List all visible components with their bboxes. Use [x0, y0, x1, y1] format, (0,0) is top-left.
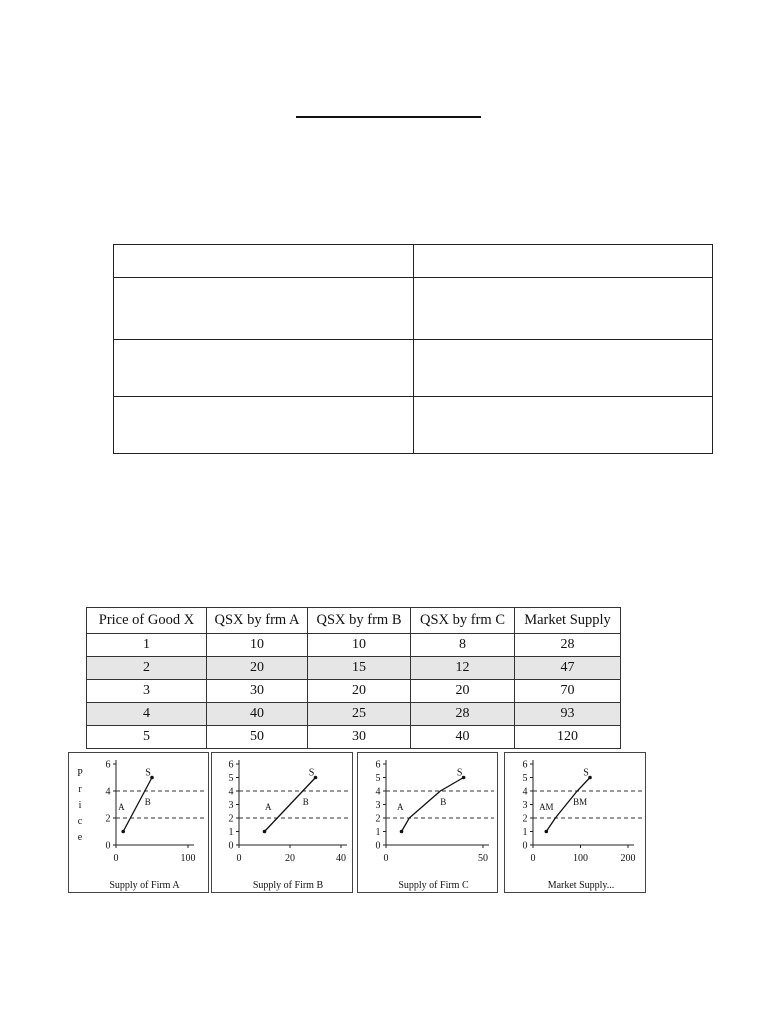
y-tick-label: 6: [522, 759, 528, 771]
curve-point: [121, 830, 125, 834]
y-tick-label: 0: [228, 840, 234, 852]
table-row: [87, 680, 621, 703]
cell-firm-a: 10: [207, 634, 308, 657]
title-underline: [296, 116, 481, 118]
cell-price: 1: [87, 634, 207, 657]
point-label: BM: [573, 797, 588, 807]
y-axis-label-letter: r: [78, 784, 82, 795]
y-tick-label: 0: [105, 840, 111, 852]
point-label: B: [144, 797, 151, 807]
cell-firm-a: 20: [207, 657, 308, 680]
blank-cell[interactable]: [114, 340, 414, 397]
blank-cell[interactable]: [413, 340, 713, 397]
table-row: [87, 634, 621, 657]
cell-firm-c: 40: [411, 726, 515, 749]
cell-firm-b: 15: [308, 657, 411, 680]
y-tick-label: 4: [105, 786, 111, 798]
cell-market: 70: [515, 680, 621, 703]
x-tick-label: 200: [620, 853, 636, 864]
curve-point: [400, 830, 404, 834]
cell-market: 28: [515, 634, 621, 657]
y-tick-label: 3: [228, 800, 234, 811]
x-axis-caption: Supply of Firm C: [398, 880, 469, 891]
y-tick-label: 1: [228, 827, 234, 838]
table-row: [87, 657, 621, 680]
cell-firm-b: 30: [308, 726, 411, 749]
supply-curve-label: S: [456, 767, 463, 779]
table-header-row: [87, 608, 621, 634]
point-label: A: [397, 802, 404, 812]
point-label: A: [118, 802, 125, 812]
header-firm-a: QSX by frm A: [207, 608, 308, 634]
supply-graphs-panel: [68, 752, 646, 893]
y-tick-label: 6: [105, 759, 111, 771]
header-firm-b: QSX by frm B: [308, 608, 411, 634]
cell-market: 120: [515, 726, 621, 749]
y-tick-label: 4: [228, 786, 234, 798]
y-tick-label: 4: [375, 786, 381, 798]
cell-price: 2: [87, 657, 207, 680]
x-axis-caption: Supply of Firm A: [109, 880, 180, 891]
x-tick-label: 0: [530, 853, 536, 864]
x-tick-label: 50: [478, 853, 488, 864]
cell-firm-a: 50: [207, 726, 308, 749]
blank-cell[interactable]: [114, 278, 414, 340]
x-axis-caption: Supply of Firm B: [252, 880, 324, 891]
point-label: B: [302, 797, 309, 807]
blank-cell[interactable]: [413, 397, 713, 454]
blank-cell[interactable]: [114, 397, 414, 454]
curve-point: [263, 830, 267, 834]
y-tick-label: 0: [522, 840, 528, 852]
supply-schedule-table: [86, 607, 621, 749]
graph-frame: [69, 753, 209, 893]
cell-firm-c: 12: [411, 657, 515, 680]
x-tick-label: 100: [180, 853, 196, 864]
y-tick-label: 6: [228, 759, 234, 771]
cell-price: 4: [87, 703, 207, 726]
header-firm-c: QSX by frm C: [411, 608, 515, 634]
supply-curve: [402, 778, 464, 832]
y-axis-label-letter: P: [77, 768, 83, 779]
y-tick-label: 1: [522, 827, 528, 838]
cell-firm-a: 40: [207, 703, 308, 726]
point-label: AM: [539, 802, 554, 812]
point-label: A: [265, 802, 272, 812]
header-market: Market Supply: [515, 608, 621, 634]
x-tick-label: 0: [236, 853, 242, 864]
y-tick-label: 2: [522, 813, 528, 825]
cell-price: 5: [87, 726, 207, 749]
y-tick-label: 4: [522, 786, 528, 798]
y-tick-label: 1: [375, 827, 381, 838]
cell-firm-b: 25: [308, 703, 411, 726]
y-axis-label-letter: c: [77, 816, 83, 827]
blank-cell[interactable]: [413, 278, 713, 340]
cell-firm-b: 20: [308, 680, 411, 703]
y-tick-label: 5: [228, 773, 234, 784]
y-tick-label: 6: [375, 759, 381, 771]
x-axis-caption: Market Supply...: [547, 880, 615, 891]
x-tick-label: 40: [336, 853, 346, 864]
x-tick-label: 0: [113, 853, 119, 864]
x-tick-label: 20: [285, 853, 295, 864]
header-price: Price of Good X: [87, 608, 207, 634]
point-label: B: [440, 797, 447, 807]
blank-cell[interactable]: [413, 245, 713, 278]
supply-curve-label: S: [308, 767, 315, 779]
curve-point: [545, 830, 549, 834]
y-tick-label: 5: [375, 773, 381, 784]
x-tick-label: 100: [573, 853, 588, 864]
cell-firm-c: 20: [411, 680, 515, 703]
blank-cell[interactable]: [114, 245, 414, 278]
y-tick-label: 3: [375, 800, 381, 811]
y-tick-label: 3: [522, 800, 528, 811]
y-tick-label: 2: [228, 813, 234, 825]
y-tick-label: 0: [375, 840, 381, 852]
cell-firm-a: 30: [207, 680, 308, 703]
y-tick-label: 2: [375, 813, 381, 825]
cell-price: 3: [87, 680, 207, 703]
y-axis-label-letter: e: [77, 832, 83, 843]
x-tick-label: 0: [383, 853, 389, 864]
cell-firm-c: 8: [411, 634, 515, 657]
y-tick-label: 2: [105, 813, 111, 825]
cell-market: 93: [515, 703, 621, 726]
table-row: [87, 703, 621, 726]
blank-answer-table: [113, 244, 713, 454]
y-tick-label: 5: [522, 773, 528, 784]
cell-firm-b: 10: [308, 634, 411, 657]
y-axis-label-letter: i: [78, 800, 82, 811]
table-row: [87, 726, 621, 749]
cell-market: 47: [515, 657, 621, 680]
supply-curve-label: S: [145, 767, 151, 779]
cell-firm-c: 28: [411, 703, 515, 726]
supply-curve-label: S: [583, 767, 589, 779]
